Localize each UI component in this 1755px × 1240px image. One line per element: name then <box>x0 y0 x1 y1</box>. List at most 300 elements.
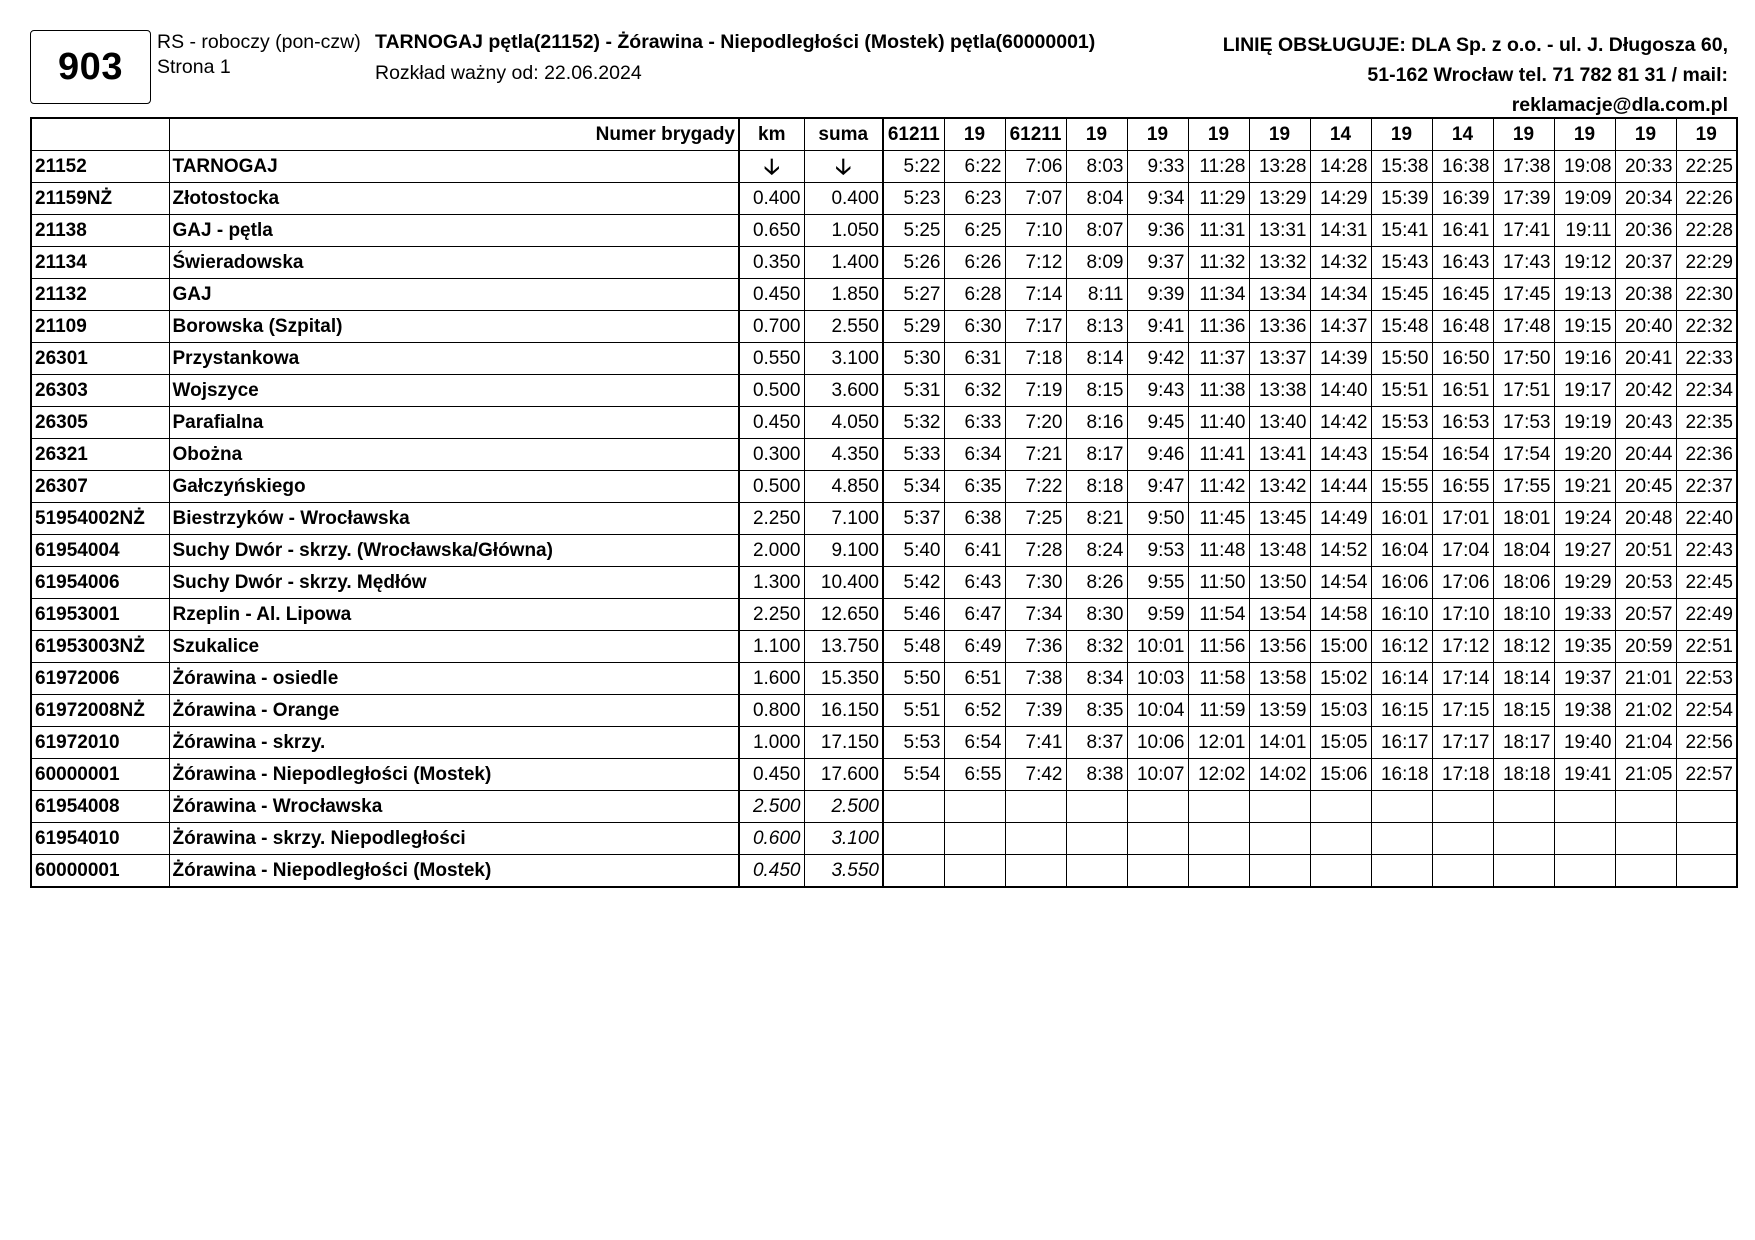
departure-time: 18:17 <box>1493 727 1554 759</box>
departure-time: 20:40 <box>1615 311 1676 343</box>
km-value: 2.250 <box>739 503 804 535</box>
departure-time: 9:47 <box>1127 471 1188 503</box>
departure-time: 5:31 <box>883 375 944 407</box>
stop-name: Wojszyce <box>169 375 739 407</box>
departure-time: 22:26 <box>1676 183 1737 215</box>
departure-time: 19:12 <box>1554 247 1615 279</box>
departure-time: 9:37 <box>1127 247 1188 279</box>
departure-time: 19:41 <box>1554 759 1615 791</box>
km-value: 0.350 <box>739 247 804 279</box>
stop-row <box>31 663 1737 695</box>
departure-time: 19:35 <box>1554 631 1615 663</box>
departure-time: 5:23 <box>883 183 944 215</box>
departure-time: 20:48 <box>1615 503 1676 535</box>
departure-time: 16:01 <box>1371 503 1432 535</box>
departure-time: 13:59 <box>1249 695 1310 727</box>
departure-time: 6:30 <box>944 311 1005 343</box>
brigade-number: 19 <box>1615 118 1676 151</box>
departure-time: 13:41 <box>1249 439 1310 471</box>
departure-time <box>883 855 944 888</box>
departure-time: 18:10 <box>1493 599 1554 631</box>
departure-time: 20:41 <box>1615 343 1676 375</box>
stop-name: Żórawina - skrzy. <box>169 727 739 759</box>
departure-time: 6:54 <box>944 727 1005 759</box>
departure-time: 7:18 <box>1005 343 1066 375</box>
stop-name: Borowska (Szpital) <box>169 311 739 343</box>
departure-time <box>1005 823 1066 855</box>
departure-time <box>1066 791 1127 823</box>
departure-time: 17:15 <box>1432 695 1493 727</box>
departure-time: 6:43 <box>944 567 1005 599</box>
departure-time: 20:42 <box>1615 375 1676 407</box>
departure-time: 5:50 <box>883 663 944 695</box>
departure-time: 8:17 <box>1066 439 1127 471</box>
departure-time: 7:22 <box>1005 471 1066 503</box>
departure-time: 7:06 <box>1005 151 1066 183</box>
km-value: 0.700 <box>739 311 804 343</box>
departure-time: 5:54 <box>883 759 944 791</box>
departure-time: 15:51 <box>1371 375 1432 407</box>
departure-time: 20:57 <box>1615 599 1676 631</box>
departure-time: 18:18 <box>1493 759 1554 791</box>
departure-time: 8:09 <box>1066 247 1127 279</box>
departure-time: 5:32 <box>883 407 944 439</box>
departure-time: 16:18 <box>1371 759 1432 791</box>
departure-time: 15:02 <box>1310 663 1371 695</box>
sum-value: 4.850 <box>804 471 883 503</box>
departure-time: 21:05 <box>1615 759 1676 791</box>
departure-time: 8:35 <box>1066 695 1127 727</box>
departure-time: 7:10 <box>1005 215 1066 247</box>
stop-code: 60000001 <box>31 855 169 888</box>
departure-time: 11:37 <box>1188 343 1249 375</box>
departure-time: 22:34 <box>1676 375 1737 407</box>
departure-time <box>1615 791 1676 823</box>
departure-time: 6:26 <box>944 247 1005 279</box>
departure-time: 14:02 <box>1249 759 1310 791</box>
departure-time: 5:26 <box>883 247 944 279</box>
departure-time: 18:14 <box>1493 663 1554 695</box>
sum-value: 15.350 <box>804 663 883 695</box>
departure-time: 8:24 <box>1066 535 1127 567</box>
departure-time: 12:02 <box>1188 759 1249 791</box>
departure-time: 6:38 <box>944 503 1005 535</box>
departure-time: 8:30 <box>1066 599 1127 631</box>
departure-time: 6:49 <box>944 631 1005 663</box>
sum-value: 16.150 <box>804 695 883 727</box>
brigade-number: 19 <box>1554 118 1615 151</box>
departure-time: 13:28 <box>1249 151 1310 183</box>
departure-time: 7:28 <box>1005 535 1066 567</box>
departure-time: 22:29 <box>1676 247 1737 279</box>
brigade-number: 19 <box>1371 118 1432 151</box>
stop-code: 61953001 <box>31 599 169 631</box>
departure-time <box>1310 855 1371 888</box>
departure-time <box>1493 855 1554 888</box>
departure-time: 14:39 <box>1310 343 1371 375</box>
departure-time: 13:36 <box>1249 311 1310 343</box>
departure-time <box>1554 823 1615 855</box>
departure-time: 18:12 <box>1493 631 1554 663</box>
departure-time: 20:43 <box>1615 407 1676 439</box>
km-value: 0.450 <box>739 759 804 791</box>
departure-time: 15:39 <box>1371 183 1432 215</box>
departure-time: 19:17 <box>1554 375 1615 407</box>
departure-time: 9:53 <box>1127 535 1188 567</box>
departure-time: 16:15 <box>1371 695 1432 727</box>
departure-time: 22:53 <box>1676 663 1737 695</box>
departure-time: 13:42 <box>1249 471 1310 503</box>
departure-time: 22:51 <box>1676 631 1737 663</box>
departure-time: 15:06 <box>1310 759 1371 791</box>
stop-row <box>31 215 1737 247</box>
sum-value: 17.600 <box>804 759 883 791</box>
departure-time: 8:14 <box>1066 343 1127 375</box>
stop-row <box>31 439 1737 471</box>
stop-code: 21109 <box>31 311 169 343</box>
departure-time: 15:41 <box>1371 215 1432 247</box>
departure-time: 11:40 <box>1188 407 1249 439</box>
stop-code: 61954008 <box>31 791 169 823</box>
departure-time: 11:45 <box>1188 503 1249 535</box>
departure-time: 16:14 <box>1371 663 1432 695</box>
departure-time: 13:38 <box>1249 375 1310 407</box>
departure-time: 13:56 <box>1249 631 1310 663</box>
header-code-cell <box>31 118 169 151</box>
departure-time: 13:58 <box>1249 663 1310 695</box>
sum-value: 13.750 <box>804 631 883 663</box>
stop-name: Gałczyńskiego <box>169 471 739 503</box>
departure-time: 11:29 <box>1188 183 1249 215</box>
stop-name: Żórawina - Wrocławska <box>169 791 739 823</box>
departure-time <box>1188 791 1249 823</box>
departure-time <box>1188 855 1249 888</box>
departure-time: 5:46 <box>883 599 944 631</box>
brigade-number: 19 <box>944 118 1005 151</box>
departure-time <box>1188 823 1249 855</box>
stop-name: Złotostocka <box>169 183 739 215</box>
departure-time <box>944 791 1005 823</box>
departure-time <box>1554 855 1615 888</box>
departure-time: 17:38 <box>1493 151 1554 183</box>
departure-time: 20:51 <box>1615 535 1676 567</box>
departure-time: 9:41 <box>1127 311 1188 343</box>
departure-time: 8:38 <box>1066 759 1127 791</box>
stop-code: 26301 <box>31 343 169 375</box>
departure-time: 22:43 <box>1676 535 1737 567</box>
departure-time: 16:50 <box>1432 343 1493 375</box>
departure-time: 18:15 <box>1493 695 1554 727</box>
departure-time: 11:41 <box>1188 439 1249 471</box>
departure-time: 15:54 <box>1371 439 1432 471</box>
departure-time: 19:21 <box>1554 471 1615 503</box>
departure-time: 14:28 <box>1310 151 1371 183</box>
departure-time: 19:38 <box>1554 695 1615 727</box>
departure-time: 13:45 <box>1249 503 1310 535</box>
departure-time: 16:51 <box>1432 375 1493 407</box>
stop-row <box>31 567 1737 599</box>
departure-time: 13:40 <box>1249 407 1310 439</box>
timetable <box>30 117 1738 888</box>
stop-row <box>31 343 1737 375</box>
departure-time: 22:49 <box>1676 599 1737 631</box>
departure-time: 9:45 <box>1127 407 1188 439</box>
departure-time: 12:01 <box>1188 727 1249 759</box>
departure-time: 17:51 <box>1493 375 1554 407</box>
departure-time: 14:43 <box>1310 439 1371 471</box>
departure-time: 7:42 <box>1005 759 1066 791</box>
departure-time <box>1249 791 1310 823</box>
departure-time: 16:45 <box>1432 279 1493 311</box>
sum-value: 1.050 <box>804 215 883 247</box>
stop-code: 21159NŻ <box>31 183 169 215</box>
stop-name: Biestrzyków - Wrocławska <box>169 503 739 535</box>
departure-time: 17:50 <box>1493 343 1554 375</box>
departure-time: 20:53 <box>1615 567 1676 599</box>
departure-time: 15:03 <box>1310 695 1371 727</box>
departure-time: 9:59 <box>1127 599 1188 631</box>
stop-row <box>31 695 1737 727</box>
departure-time: 10:06 <box>1127 727 1188 759</box>
departure-time <box>1676 791 1737 823</box>
sum-value: 2.550 <box>804 311 883 343</box>
km-value: 0.550 <box>739 343 804 375</box>
stop-row <box>31 535 1737 567</box>
departure-time: 16:43 <box>1432 247 1493 279</box>
departure-time: 17:01 <box>1432 503 1493 535</box>
departure-time: 14:34 <box>1310 279 1371 311</box>
departure-time: 19:13 <box>1554 279 1615 311</box>
departure-time: 6:23 <box>944 183 1005 215</box>
departure-time: 5:53 <box>883 727 944 759</box>
departure-time: 15:50 <box>1371 343 1432 375</box>
departure-time: 20:45 <box>1615 471 1676 503</box>
departure-time: 21:02 <box>1615 695 1676 727</box>
departure-time <box>1432 855 1493 888</box>
departure-time: 9:50 <box>1127 503 1188 535</box>
departure-time: 11:50 <box>1188 567 1249 599</box>
departure-time <box>944 823 1005 855</box>
stop-code: 21152 <box>31 151 169 183</box>
departure-time: 15:55 <box>1371 471 1432 503</box>
departure-time: 19:19 <box>1554 407 1615 439</box>
km-value: 0.450 <box>739 855 804 888</box>
sum-value: 3.100 <box>804 343 883 375</box>
departure-time: 13:48 <box>1249 535 1310 567</box>
departure-time: 8:15 <box>1066 375 1127 407</box>
departure-time: 15:05 <box>1310 727 1371 759</box>
departure-time: 19:09 <box>1554 183 1615 215</box>
departure-time: 14:58 <box>1310 599 1371 631</box>
departure-time <box>1127 823 1188 855</box>
stop-code: 51954002NŻ <box>31 503 169 535</box>
km-value: 1.000 <box>739 727 804 759</box>
stop-name: Suchy Dwór - skrzy. Mędłów <box>169 567 739 599</box>
departure-time: 11:58 <box>1188 663 1249 695</box>
stop-code: 61972008NŻ <box>31 695 169 727</box>
departure-time: 11:48 <box>1188 535 1249 567</box>
km-value: 0.800 <box>739 695 804 727</box>
stop-code: 26321 <box>31 439 169 471</box>
departure-time: 6:28 <box>944 279 1005 311</box>
stop-name: Żórawina - Niepodległości (Mostek) <box>169 855 739 888</box>
departure-time: 22:54 <box>1676 695 1737 727</box>
departure-time: 19:20 <box>1554 439 1615 471</box>
brigade-number: 14 <box>1432 118 1493 151</box>
departure-time: 22:35 <box>1676 407 1737 439</box>
km-value: 0.450 <box>739 279 804 311</box>
km-value: 1.100 <box>739 631 804 663</box>
departure-time: 20:33 <box>1615 151 1676 183</box>
departure-time: 15:45 <box>1371 279 1432 311</box>
departure-time: 9:33 <box>1127 151 1188 183</box>
departure-time <box>1371 791 1432 823</box>
departure-time: 16:17 <box>1371 727 1432 759</box>
departure-time: 16:38 <box>1432 151 1493 183</box>
stop-code: 21132 <box>31 279 169 311</box>
departure-time: 5:27 <box>883 279 944 311</box>
departure-time: 7:38 <box>1005 663 1066 695</box>
departure-time: 13:32 <box>1249 247 1310 279</box>
departure-time: 17:43 <box>1493 247 1554 279</box>
departure-time: 8:26 <box>1066 567 1127 599</box>
sum-value: 17.150 <box>804 727 883 759</box>
departure-time: 13:37 <box>1249 343 1310 375</box>
departure-time: 17:55 <box>1493 471 1554 503</box>
departure-time: 6:33 <box>944 407 1005 439</box>
stop-code: 60000001 <box>31 759 169 791</box>
departure-time: 13:34 <box>1249 279 1310 311</box>
stop-code: 61954004 <box>31 535 169 567</box>
brigade-number: 19 <box>1676 118 1737 151</box>
departure-time <box>1249 823 1310 855</box>
departure-time: 19:40 <box>1554 727 1615 759</box>
brigade-label: Numer brygady <box>169 118 739 151</box>
departure-time: 7:21 <box>1005 439 1066 471</box>
departure-time: 16:10 <box>1371 599 1432 631</box>
departure-time: 5:37 <box>883 503 944 535</box>
departure-time: 9:39 <box>1127 279 1188 311</box>
sum-value: 12.650 <box>804 599 883 631</box>
brigade-number: 19 <box>1249 118 1310 151</box>
departure-time: 17:48 <box>1493 311 1554 343</box>
departure-time <box>883 791 944 823</box>
departure-time: 20:59 <box>1615 631 1676 663</box>
operator-line-1: LINIĘ OBSŁUGUJE: DLA Sp. z o.o. - ul. J. Długosza 60, <box>1222 34 1728 56</box>
sum-value: 2.500 <box>804 791 883 823</box>
stop-name: Żórawina - osiedle <box>169 663 739 695</box>
departure-time: 17:04 <box>1432 535 1493 567</box>
departure-time: 8:34 <box>1066 663 1127 695</box>
departure-time: 14:44 <box>1310 471 1371 503</box>
departure-time: 10:01 <box>1127 631 1188 663</box>
stop-row <box>31 855 1737 888</box>
sum-value: 1.400 <box>804 247 883 279</box>
departure-time: 9:55 <box>1127 567 1188 599</box>
departure-time: 13:29 <box>1249 183 1310 215</box>
departure-time: 11:31 <box>1188 215 1249 247</box>
departure-time: 14:01 <box>1249 727 1310 759</box>
departure-time: 14:32 <box>1310 247 1371 279</box>
km-value: 0.400 <box>739 183 804 215</box>
departure-time: 8:11 <box>1066 279 1127 311</box>
departure-time: 14:29 <box>1310 183 1371 215</box>
departure-time: 7:17 <box>1005 311 1066 343</box>
departure-time: 14:52 <box>1310 535 1371 567</box>
departure-time: 7:34 <box>1005 599 1066 631</box>
departure-time: 17:06 <box>1432 567 1493 599</box>
departure-time: 14:42 <box>1310 407 1371 439</box>
departure-time: 14:54 <box>1310 567 1371 599</box>
departure-time: 16:48 <box>1432 311 1493 343</box>
departure-time <box>944 855 1005 888</box>
brigade-number: 14 <box>1310 118 1371 151</box>
stop-name: Żórawina - Orange <box>169 695 739 727</box>
departure-time <box>1249 855 1310 888</box>
departure-time: 18:04 <box>1493 535 1554 567</box>
departure-time: 21:01 <box>1615 663 1676 695</box>
departure-time: 16:12 <box>1371 631 1432 663</box>
valid-from: Rozkład ważny od: 22.06.2024 <box>375 62 642 84</box>
departure-time: 17:54 <box>1493 439 1554 471</box>
stop-code: 26307 <box>31 471 169 503</box>
departure-time <box>1127 791 1188 823</box>
departure-time <box>1432 791 1493 823</box>
stop-row <box>31 599 1737 631</box>
departure-time: 11:56 <box>1188 631 1249 663</box>
departure-time: 16:53 <box>1432 407 1493 439</box>
departure-time: 19:33 <box>1554 599 1615 631</box>
departure-time <box>1432 823 1493 855</box>
stop-name: GAJ - pętla <box>169 215 739 247</box>
departure-time: 14:31 <box>1310 215 1371 247</box>
departure-time: 7:12 <box>1005 247 1066 279</box>
stop-code: 26303 <box>31 375 169 407</box>
departure-time: 10:03 <box>1127 663 1188 695</box>
stop-code: 61972006 <box>31 663 169 695</box>
departure-time: 6:35 <box>944 471 1005 503</box>
header-row <box>31 118 1737 151</box>
departure-time: 19:29 <box>1554 567 1615 599</box>
brigade-number: 19 <box>1493 118 1554 151</box>
schedule-type: RS - roboczy (pon-czw) <box>157 31 361 53</box>
departure-time <box>1310 823 1371 855</box>
brigade-number: 19 <box>1066 118 1127 151</box>
departure-time: 9:46 <box>1127 439 1188 471</box>
departure-time: 5:29 <box>883 311 944 343</box>
departure-time: 7:36 <box>1005 631 1066 663</box>
departure-time <box>1310 791 1371 823</box>
departure-time: 8:32 <box>1066 631 1127 663</box>
departure-time: 6:31 <box>944 343 1005 375</box>
departure-time: 22:28 <box>1676 215 1737 247</box>
sum-value: 3.100 <box>804 823 883 855</box>
sum-value: 4.050 <box>804 407 883 439</box>
departure-time: 17:39 <box>1493 183 1554 215</box>
departure-time: 8:16 <box>1066 407 1127 439</box>
departure-time: 6:47 <box>944 599 1005 631</box>
departure-time: 16:39 <box>1432 183 1493 215</box>
km-header: km <box>739 118 804 151</box>
departure-time <box>1066 855 1127 888</box>
departure-time: 5:22 <box>883 151 944 183</box>
km-value: 0.600 <box>739 823 804 855</box>
departure-time: 22:37 <box>1676 471 1737 503</box>
departure-time: 8:07 <box>1066 215 1127 247</box>
departure-time: 6:32 <box>944 375 1005 407</box>
stop-code: 21138 <box>31 215 169 247</box>
departure-time: 7:30 <box>1005 567 1066 599</box>
